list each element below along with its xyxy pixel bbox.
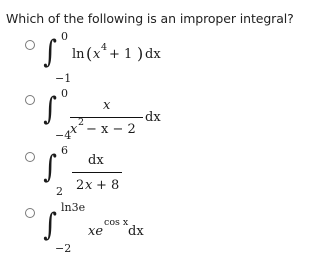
option-1-plus-one: + 1 bbox=[109, 47, 133, 62]
option-2-lower-limit: −4 bbox=[55, 129, 72, 142]
option-3-den-two: 2 bbox=[76, 178, 85, 193]
option-1-paren-close: ) bbox=[137, 44, 144, 63]
option-4-exponent: cos x bbox=[104, 217, 129, 228]
option-2-den-x: x bbox=[70, 122, 78, 137]
option-2-den-rest: − x − 2 bbox=[86, 122, 136, 137]
option-3-radio[interactable] bbox=[25, 152, 35, 162]
option-3-den-rest: + 8 bbox=[96, 178, 120, 193]
question-text: Which of the following is an improper integral? bbox=[6, 11, 294, 26]
option-2-dx: dx bbox=[145, 110, 161, 125]
integral-sign-icon: ∫ bbox=[43, 91, 57, 127]
option-1-upper-limit: 0 bbox=[61, 30, 68, 43]
option-2-upper-limit: 0 bbox=[61, 87, 68, 100]
option-4-radio[interactable] bbox=[25, 208, 35, 218]
option-2-radio[interactable] bbox=[25, 95, 35, 105]
option-2-numerator: x bbox=[103, 98, 111, 113]
option-3-fraction-bar bbox=[72, 172, 122, 173]
option-1-lower-limit: −1 bbox=[55, 72, 72, 85]
option-3-lower-limit: 2 bbox=[56, 185, 63, 198]
option-3-numerator: dx bbox=[88, 153, 104, 168]
option-1-radio[interactable] bbox=[25, 40, 35, 50]
integral-sign-icon: ∫ bbox=[43, 34, 57, 70]
option-1-power: 4 bbox=[101, 42, 108, 53]
option-1-x: x bbox=[93, 47, 101, 62]
option-4-base: xe bbox=[88, 224, 104, 239]
option-1-paren-open: ( bbox=[86, 44, 93, 63]
option-1-dx: dx bbox=[145, 47, 161, 62]
option-1-ln: ln bbox=[72, 47, 85, 62]
option-2-den-exp: 2 bbox=[78, 117, 85, 128]
option-4-lower-limit: −2 bbox=[55, 242, 72, 255]
integral-sign-icon: ∫ bbox=[43, 207, 57, 243]
option-4-dx: dx bbox=[128, 224, 144, 239]
option-3-den-x: x bbox=[85, 178, 93, 193]
integral-sign-icon: ∫ bbox=[43, 149, 57, 185]
option-3-upper-limit: 6 bbox=[61, 144, 68, 157]
option-4-upper-limit: ln3e bbox=[61, 201, 86, 214]
